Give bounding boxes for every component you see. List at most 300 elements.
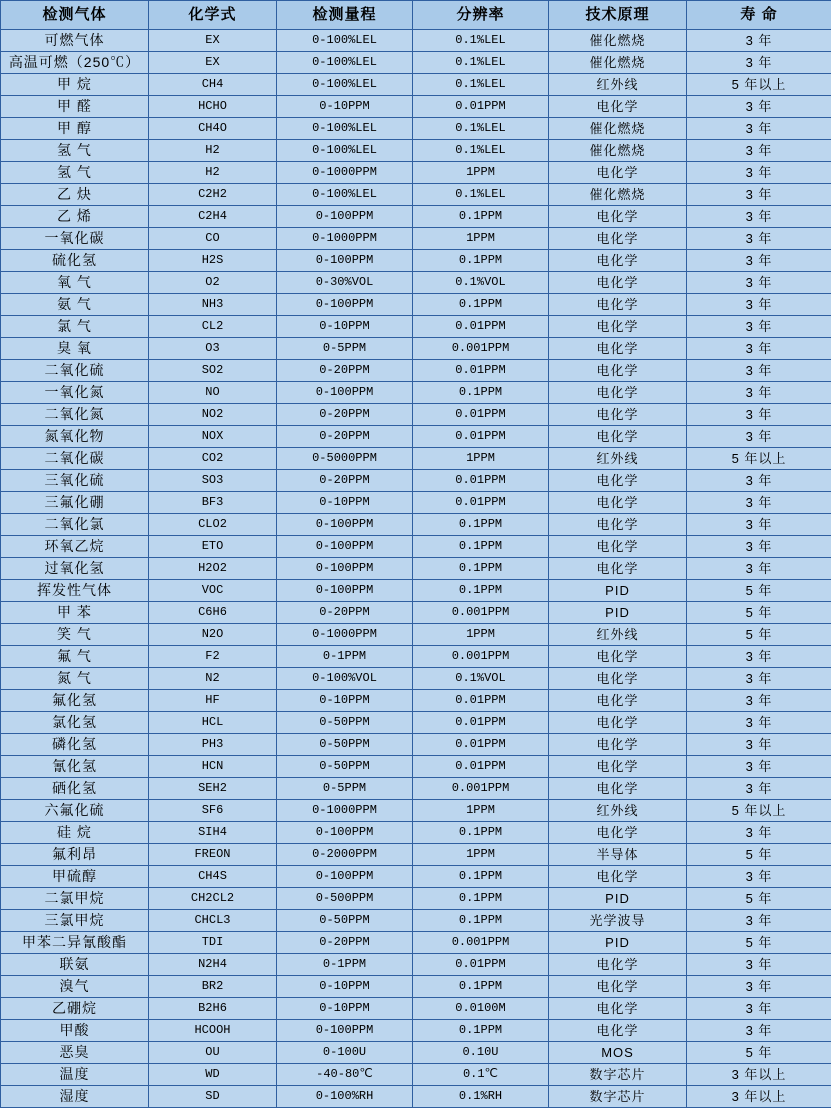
cell-lifetime: 3 年以上 [687, 1086, 831, 1108]
table-row [1, 536, 831, 558]
table-row [1, 998, 831, 1020]
cell-lifetime: 3 年 [687, 910, 831, 932]
cell-gas-name: 甲 烷 [1, 74, 149, 96]
table-row [1, 294, 831, 316]
cell-chemical-formula: C2H4 [149, 206, 277, 228]
cell-gas-name: 二氧化碳 [1, 448, 149, 470]
cell-resolution: 0.1PPM [413, 536, 549, 558]
cell-technical-principle: 电化学 [549, 558, 687, 580]
cell-resolution: 0.001PPM [413, 338, 549, 360]
cell-detection-range: 0-500PPM [277, 888, 413, 910]
table-body [1, 30, 831, 1108]
cell-detection-range: 0-100PPM [277, 580, 413, 602]
table-row [1, 492, 831, 514]
cell-detection-range: -40-80℃ [277, 1064, 413, 1086]
cell-gas-name: 环氧乙烷 [1, 536, 149, 558]
cell-detection-range: 0-10PPM [277, 316, 413, 338]
cell-resolution: 0.1PPM [413, 250, 549, 272]
cell-chemical-formula: F2 [149, 646, 277, 668]
cell-technical-principle: 电化学 [549, 360, 687, 382]
cell-resolution: 1PPM [413, 844, 549, 866]
cell-gas-name: 臭 氧 [1, 338, 149, 360]
cell-chemical-formula: HCN [149, 756, 277, 778]
cell-lifetime: 3 年 [687, 272, 831, 294]
cell-detection-range: 0-20PPM [277, 360, 413, 382]
cell-chemical-formula: CH2CL2 [149, 888, 277, 910]
cell-detection-range: 0-100PPM [277, 558, 413, 580]
cell-gas-name: 氮氧化物 [1, 426, 149, 448]
table-row [1, 514, 831, 536]
cell-detection-range: 0-1000PPM [277, 624, 413, 646]
cell-technical-principle: MOS [549, 1042, 687, 1064]
cell-resolution: 0.1PPM [413, 294, 549, 316]
cell-resolution: 1PPM [413, 800, 549, 822]
cell-technical-principle: 催化燃烧 [549, 140, 687, 162]
cell-lifetime: 3 年 [687, 162, 831, 184]
column-header-range: 检测量程 [277, 1, 413, 30]
cell-chemical-formula: N2H4 [149, 954, 277, 976]
cell-technical-principle: 电化学 [549, 690, 687, 712]
cell-gas-name: 可燃气体 [1, 30, 149, 52]
cell-detection-range: 0-100%LEL [277, 74, 413, 96]
cell-chemical-formula: HCOOH [149, 1020, 277, 1042]
cell-technical-principle: 催化燃烧 [549, 52, 687, 74]
cell-detection-range: 0-100%LEL [277, 184, 413, 206]
cell-gas-name: 三氧化硫 [1, 470, 149, 492]
cell-chemical-formula: HF [149, 690, 277, 712]
cell-technical-principle: 电化学 [549, 294, 687, 316]
cell-chemical-formula: O3 [149, 338, 277, 360]
cell-detection-range: 0-100PPM [277, 514, 413, 536]
cell-chemical-formula: H2S [149, 250, 277, 272]
cell-chemical-formula: FREON [149, 844, 277, 866]
cell-detection-range: 0-100PPM [277, 1020, 413, 1042]
cell-detection-range: 0-100U [277, 1042, 413, 1064]
cell-resolution: 0.1%LEL [413, 30, 549, 52]
cell-chemical-formula: ETO [149, 536, 277, 558]
cell-technical-principle: 电化学 [549, 470, 687, 492]
cell-detection-range: 0-100%RH [277, 1086, 413, 1108]
cell-gas-name: 甲 醇 [1, 118, 149, 140]
column-header-principle: 技术原理 [549, 1, 687, 30]
cell-technical-principle: PID [549, 580, 687, 602]
cell-technical-principle: 电化学 [549, 668, 687, 690]
cell-detection-range: 0-1000PPM [277, 228, 413, 250]
cell-chemical-formula: SO3 [149, 470, 277, 492]
cell-gas-name: 二氧化氯 [1, 514, 149, 536]
cell-technical-principle: 红外线 [549, 800, 687, 822]
cell-lifetime: 3 年 [687, 492, 831, 514]
cell-gas-name: 氟利昂 [1, 844, 149, 866]
cell-lifetime: 3 年 [687, 646, 831, 668]
cell-chemical-formula: PH3 [149, 734, 277, 756]
cell-gas-name: 恶臭 [1, 1042, 149, 1064]
cell-resolution: 0.1PPM [413, 514, 549, 536]
cell-resolution: 1PPM [413, 448, 549, 470]
cell-gas-name: 三氟化硼 [1, 492, 149, 514]
cell-resolution: 0.1%LEL [413, 140, 549, 162]
cell-detection-range: 0-10PPM [277, 998, 413, 1020]
cell-chemical-formula: SF6 [149, 800, 277, 822]
cell-gas-name: 氢 气 [1, 140, 149, 162]
cell-chemical-formula: CH4S [149, 866, 277, 888]
cell-technical-principle: 电化学 [549, 162, 687, 184]
cell-resolution: 0.01PPM [413, 734, 549, 756]
cell-resolution: 0.1℃ [413, 1064, 549, 1086]
cell-detection-range: 0-100%LEL [277, 140, 413, 162]
cell-chemical-formula: NOX [149, 426, 277, 448]
table-row [1, 822, 831, 844]
table-row [1, 866, 831, 888]
cell-gas-name: 联氨 [1, 954, 149, 976]
table-row [1, 712, 831, 734]
table-row [1, 140, 831, 162]
cell-chemical-formula: CO2 [149, 448, 277, 470]
cell-detection-range: 0-5PPM [277, 778, 413, 800]
table-row [1, 734, 831, 756]
cell-detection-range: 0-1000PPM [277, 162, 413, 184]
cell-gas-name: 溴气 [1, 976, 149, 998]
cell-lifetime: 3 年 [687, 52, 831, 74]
cell-resolution: 0.1%LEL [413, 184, 549, 206]
cell-technical-principle: 电化学 [549, 822, 687, 844]
cell-lifetime: 5 年以上 [687, 800, 831, 822]
table-row [1, 624, 831, 646]
cell-chemical-formula: CO [149, 228, 277, 250]
cell-chemical-formula: NO2 [149, 404, 277, 426]
cell-resolution: 0.1PPM [413, 822, 549, 844]
cell-detection-range: 0-5000PPM [277, 448, 413, 470]
cell-resolution: 1PPM [413, 228, 549, 250]
cell-detection-range: 0-100%LEL [277, 118, 413, 140]
cell-resolution: 0.1PPM [413, 1020, 549, 1042]
cell-gas-name: 甲苯二异氰酸酯 [1, 932, 149, 954]
cell-lifetime: 3 年 [687, 294, 831, 316]
cell-gas-name: 六氟化硫 [1, 800, 149, 822]
cell-detection-range: 0-100%LEL [277, 52, 413, 74]
cell-technical-principle: 催化燃烧 [549, 118, 687, 140]
cell-technical-principle: 数字芯片 [549, 1064, 687, 1086]
cell-lifetime: 3 年 [687, 250, 831, 272]
table-row [1, 360, 831, 382]
cell-gas-name: 温度 [1, 1064, 149, 1086]
cell-detection-range: 0-100PPM [277, 822, 413, 844]
column-header-lifetime: 寿 命 [687, 1, 831, 30]
cell-technical-principle: 数字芯片 [549, 1086, 687, 1108]
cell-detection-range: 0-100PPM [277, 294, 413, 316]
cell-gas-name: 甲 醛 [1, 96, 149, 118]
cell-resolution: 0.01PPM [413, 404, 549, 426]
cell-resolution: 0.1%LEL [413, 52, 549, 74]
cell-technical-principle: 电化学 [549, 866, 687, 888]
cell-resolution: 0.01PPM [413, 96, 549, 118]
cell-lifetime: 5 年 [687, 932, 831, 954]
cell-chemical-formula: BR2 [149, 976, 277, 998]
table-row [1, 74, 831, 96]
cell-gas-name: 挥发性气体 [1, 580, 149, 602]
cell-chemical-formula: TDI [149, 932, 277, 954]
cell-chemical-formula: BF3 [149, 492, 277, 514]
cell-gas-name: 甲 苯 [1, 602, 149, 624]
cell-detection-range: 0-20PPM [277, 602, 413, 624]
cell-lifetime: 3 年 [687, 690, 831, 712]
cell-resolution: 0.1PPM [413, 888, 549, 910]
cell-technical-principle: 电化学 [549, 712, 687, 734]
cell-detection-range: 0-50PPM [277, 910, 413, 932]
cell-technical-principle: 电化学 [549, 96, 687, 118]
cell-detection-range: 0-10PPM [277, 976, 413, 998]
cell-gas-name: 笑 气 [1, 624, 149, 646]
cell-detection-range: 0-1PPM [277, 646, 413, 668]
cell-gas-name: 氯化氢 [1, 712, 149, 734]
cell-lifetime: 3 年 [687, 96, 831, 118]
cell-detection-range: 0-50PPM [277, 734, 413, 756]
cell-detection-range: 0-30%VOL [277, 272, 413, 294]
cell-technical-principle: 电化学 [549, 778, 687, 800]
cell-gas-name: 氰化氢 [1, 756, 149, 778]
cell-gas-name: 乙 炔 [1, 184, 149, 206]
table-row [1, 976, 831, 998]
cell-lifetime: 3 年以上 [687, 1064, 831, 1086]
cell-chemical-formula: CLO2 [149, 514, 277, 536]
cell-detection-range: 0-5PPM [277, 338, 413, 360]
cell-gas-name: 氟 气 [1, 646, 149, 668]
cell-lifetime: 3 年 [687, 976, 831, 998]
cell-technical-principle: 红外线 [549, 448, 687, 470]
cell-technical-principle: 电化学 [549, 646, 687, 668]
cell-technical-principle: 电化学 [549, 1020, 687, 1042]
cell-resolution: 0.001PPM [413, 778, 549, 800]
header-row [1, 1, 831, 30]
cell-resolution: 0.001PPM [413, 932, 549, 954]
cell-technical-principle: 光学波导 [549, 910, 687, 932]
cell-technical-principle: 电化学 [549, 250, 687, 272]
cell-resolution: 0.01PPM [413, 316, 549, 338]
cell-lifetime: 3 年 [687, 712, 831, 734]
cell-chemical-formula: H2 [149, 140, 277, 162]
cell-lifetime: 5 年 [687, 888, 831, 910]
cell-gas-name: 过氧化氢 [1, 558, 149, 580]
cell-gas-name: 一氧化氮 [1, 382, 149, 404]
table-row [1, 602, 831, 624]
cell-detection-range: 0-100PPM [277, 206, 413, 228]
cell-gas-name: 磷化氢 [1, 734, 149, 756]
table-row [1, 272, 831, 294]
table-row [1, 118, 831, 140]
cell-gas-name: 氯 气 [1, 316, 149, 338]
cell-detection-range: 0-20PPM [277, 470, 413, 492]
cell-technical-principle: 电化学 [549, 536, 687, 558]
cell-technical-principle: 电化学 [549, 316, 687, 338]
table-row [1, 426, 831, 448]
cell-lifetime: 3 年 [687, 954, 831, 976]
table-row [1, 646, 831, 668]
cell-detection-range: 0-1PPM [277, 954, 413, 976]
cell-lifetime: 3 年 [687, 668, 831, 690]
table-row [1, 448, 831, 470]
cell-lifetime: 3 年 [687, 426, 831, 448]
table-row [1, 338, 831, 360]
cell-gas-name: 甲硫醇 [1, 866, 149, 888]
column-header-resolution: 分辨率 [413, 1, 549, 30]
cell-gas-name: 三氯甲烷 [1, 910, 149, 932]
table-row [1, 316, 831, 338]
cell-lifetime: 3 年 [687, 778, 831, 800]
cell-resolution: 0.1PPM [413, 866, 549, 888]
table-row [1, 206, 831, 228]
cell-detection-range: 0-2000PPM [277, 844, 413, 866]
cell-chemical-formula: OU [149, 1042, 277, 1064]
cell-lifetime: 3 年 [687, 998, 831, 1020]
table-header [1, 1, 831, 30]
table-row [1, 580, 831, 602]
cell-chemical-formula: CL2 [149, 316, 277, 338]
cell-gas-name: 硒化氢 [1, 778, 149, 800]
cell-resolution: 1PPM [413, 624, 549, 646]
cell-gas-name: 二氯甲烷 [1, 888, 149, 910]
cell-technical-principle: PID [549, 888, 687, 910]
table-row [1, 932, 831, 954]
cell-gas-name: 乙硼烷 [1, 998, 149, 1020]
table-row [1, 470, 831, 492]
cell-lifetime: 5 年 [687, 602, 831, 624]
cell-technical-principle: 电化学 [549, 206, 687, 228]
cell-lifetime: 3 年 [687, 470, 831, 492]
table-row [1, 844, 831, 866]
cell-chemical-formula: N2 [149, 668, 277, 690]
cell-technical-principle: 电化学 [549, 492, 687, 514]
cell-lifetime: 3 年 [687, 514, 831, 536]
cell-detection-range: 0-1000PPM [277, 800, 413, 822]
cell-resolution: 0.1%RH [413, 1086, 549, 1108]
table-row [1, 404, 831, 426]
cell-lifetime: 3 年 [687, 206, 831, 228]
table-row [1, 250, 831, 272]
table-row [1, 382, 831, 404]
cell-chemical-formula: SEH2 [149, 778, 277, 800]
cell-lifetime: 5 年 [687, 580, 831, 602]
cell-technical-principle: 催化燃烧 [549, 184, 687, 206]
cell-resolution: 0.1PPM [413, 558, 549, 580]
cell-gas-name: 高温可燃（250℃） [1, 52, 149, 74]
cell-lifetime: 3 年 [687, 360, 831, 382]
cell-resolution: 0.01PPM [413, 492, 549, 514]
cell-chemical-formula: H2O2 [149, 558, 277, 580]
table-row [1, 162, 831, 184]
cell-resolution: 0.001PPM [413, 602, 549, 624]
cell-lifetime: 5 年 [687, 844, 831, 866]
cell-technical-principle: 电化学 [549, 756, 687, 778]
cell-detection-range: 0-100%LEL [277, 30, 413, 52]
cell-resolution: 0.1PPM [413, 910, 549, 932]
cell-detection-range: 0-100PPM [277, 250, 413, 272]
table-row [1, 184, 831, 206]
cell-resolution: 1PPM [413, 162, 549, 184]
table-row [1, 228, 831, 250]
cell-detection-range: 0-50PPM [277, 756, 413, 778]
cell-detection-range: 0-100PPM [277, 536, 413, 558]
cell-lifetime: 3 年 [687, 30, 831, 52]
cell-lifetime: 3 年 [687, 140, 831, 162]
table-row [1, 1042, 831, 1064]
cell-technical-principle: 电化学 [549, 404, 687, 426]
cell-gas-name: 硫化氢 [1, 250, 149, 272]
table-row [1, 910, 831, 932]
cell-lifetime: 3 年 [687, 536, 831, 558]
cell-resolution: 0.1PPM [413, 206, 549, 228]
cell-lifetime: 3 年 [687, 558, 831, 580]
table-row [1, 954, 831, 976]
cell-gas-name: 一氧化碳 [1, 228, 149, 250]
table-row [1, 800, 831, 822]
cell-lifetime: 3 年 [687, 756, 831, 778]
table-row [1, 52, 831, 74]
table-row [1, 96, 831, 118]
cell-gas-name: 湿度 [1, 1086, 149, 1108]
cell-gas-name: 氢 气 [1, 162, 149, 184]
cell-detection-range: 0-100%VOL [277, 668, 413, 690]
cell-lifetime: 5 年 [687, 624, 831, 646]
cell-resolution: 0.1%LEL [413, 118, 549, 140]
cell-resolution: 0.1%VOL [413, 668, 549, 690]
cell-resolution: 0.1%VOL [413, 272, 549, 294]
cell-detection-range: 0-20PPM [277, 404, 413, 426]
cell-chemical-formula: B2H6 [149, 998, 277, 1020]
cell-technical-principle: 电化学 [549, 338, 687, 360]
cell-gas-name: 硅 烷 [1, 822, 149, 844]
table-row [1, 690, 831, 712]
cell-lifetime: 5 年以上 [687, 448, 831, 470]
cell-resolution: 0.01PPM [413, 712, 549, 734]
table-row [1, 558, 831, 580]
cell-chemical-formula: EX [149, 30, 277, 52]
cell-lifetime: 3 年 [687, 184, 831, 206]
cell-lifetime: 3 年 [687, 382, 831, 404]
cell-detection-range: 0-10PPM [277, 492, 413, 514]
cell-chemical-formula: NH3 [149, 294, 277, 316]
cell-resolution: 0.01PPM [413, 954, 549, 976]
cell-gas-name: 氟化氢 [1, 690, 149, 712]
cell-lifetime: 3 年 [687, 228, 831, 250]
cell-technical-principle: 电化学 [549, 976, 687, 998]
cell-technical-principle: 电化学 [549, 514, 687, 536]
cell-technical-principle: 电化学 [549, 998, 687, 1020]
cell-chemical-formula: CH4 [149, 74, 277, 96]
cell-detection-range: 0-20PPM [277, 932, 413, 954]
cell-lifetime: 3 年 [687, 822, 831, 844]
cell-chemical-formula: HCL [149, 712, 277, 734]
cell-technical-principle: 电化学 [549, 382, 687, 404]
cell-gas-name: 氮 气 [1, 668, 149, 690]
cell-chemical-formula: EX [149, 52, 277, 74]
cell-lifetime: 3 年 [687, 338, 831, 360]
cell-chemical-formula: SIH4 [149, 822, 277, 844]
cell-detection-range: 0-100PPM [277, 382, 413, 404]
cell-technical-principle: 电化学 [549, 228, 687, 250]
cell-chemical-formula: N2O [149, 624, 277, 646]
cell-chemical-formula: VOC [149, 580, 277, 602]
cell-detection-range: 0-20PPM [277, 426, 413, 448]
cell-resolution: 0.1PPM [413, 382, 549, 404]
cell-technical-principle: 电化学 [549, 426, 687, 448]
table-row [1, 778, 831, 800]
cell-resolution: 0.1PPM [413, 976, 549, 998]
cell-lifetime: 3 年 [687, 118, 831, 140]
cell-lifetime: 3 年 [687, 734, 831, 756]
cell-lifetime: 3 年 [687, 866, 831, 888]
column-header-gas: 检测气体 [1, 1, 149, 30]
table-row [1, 888, 831, 910]
